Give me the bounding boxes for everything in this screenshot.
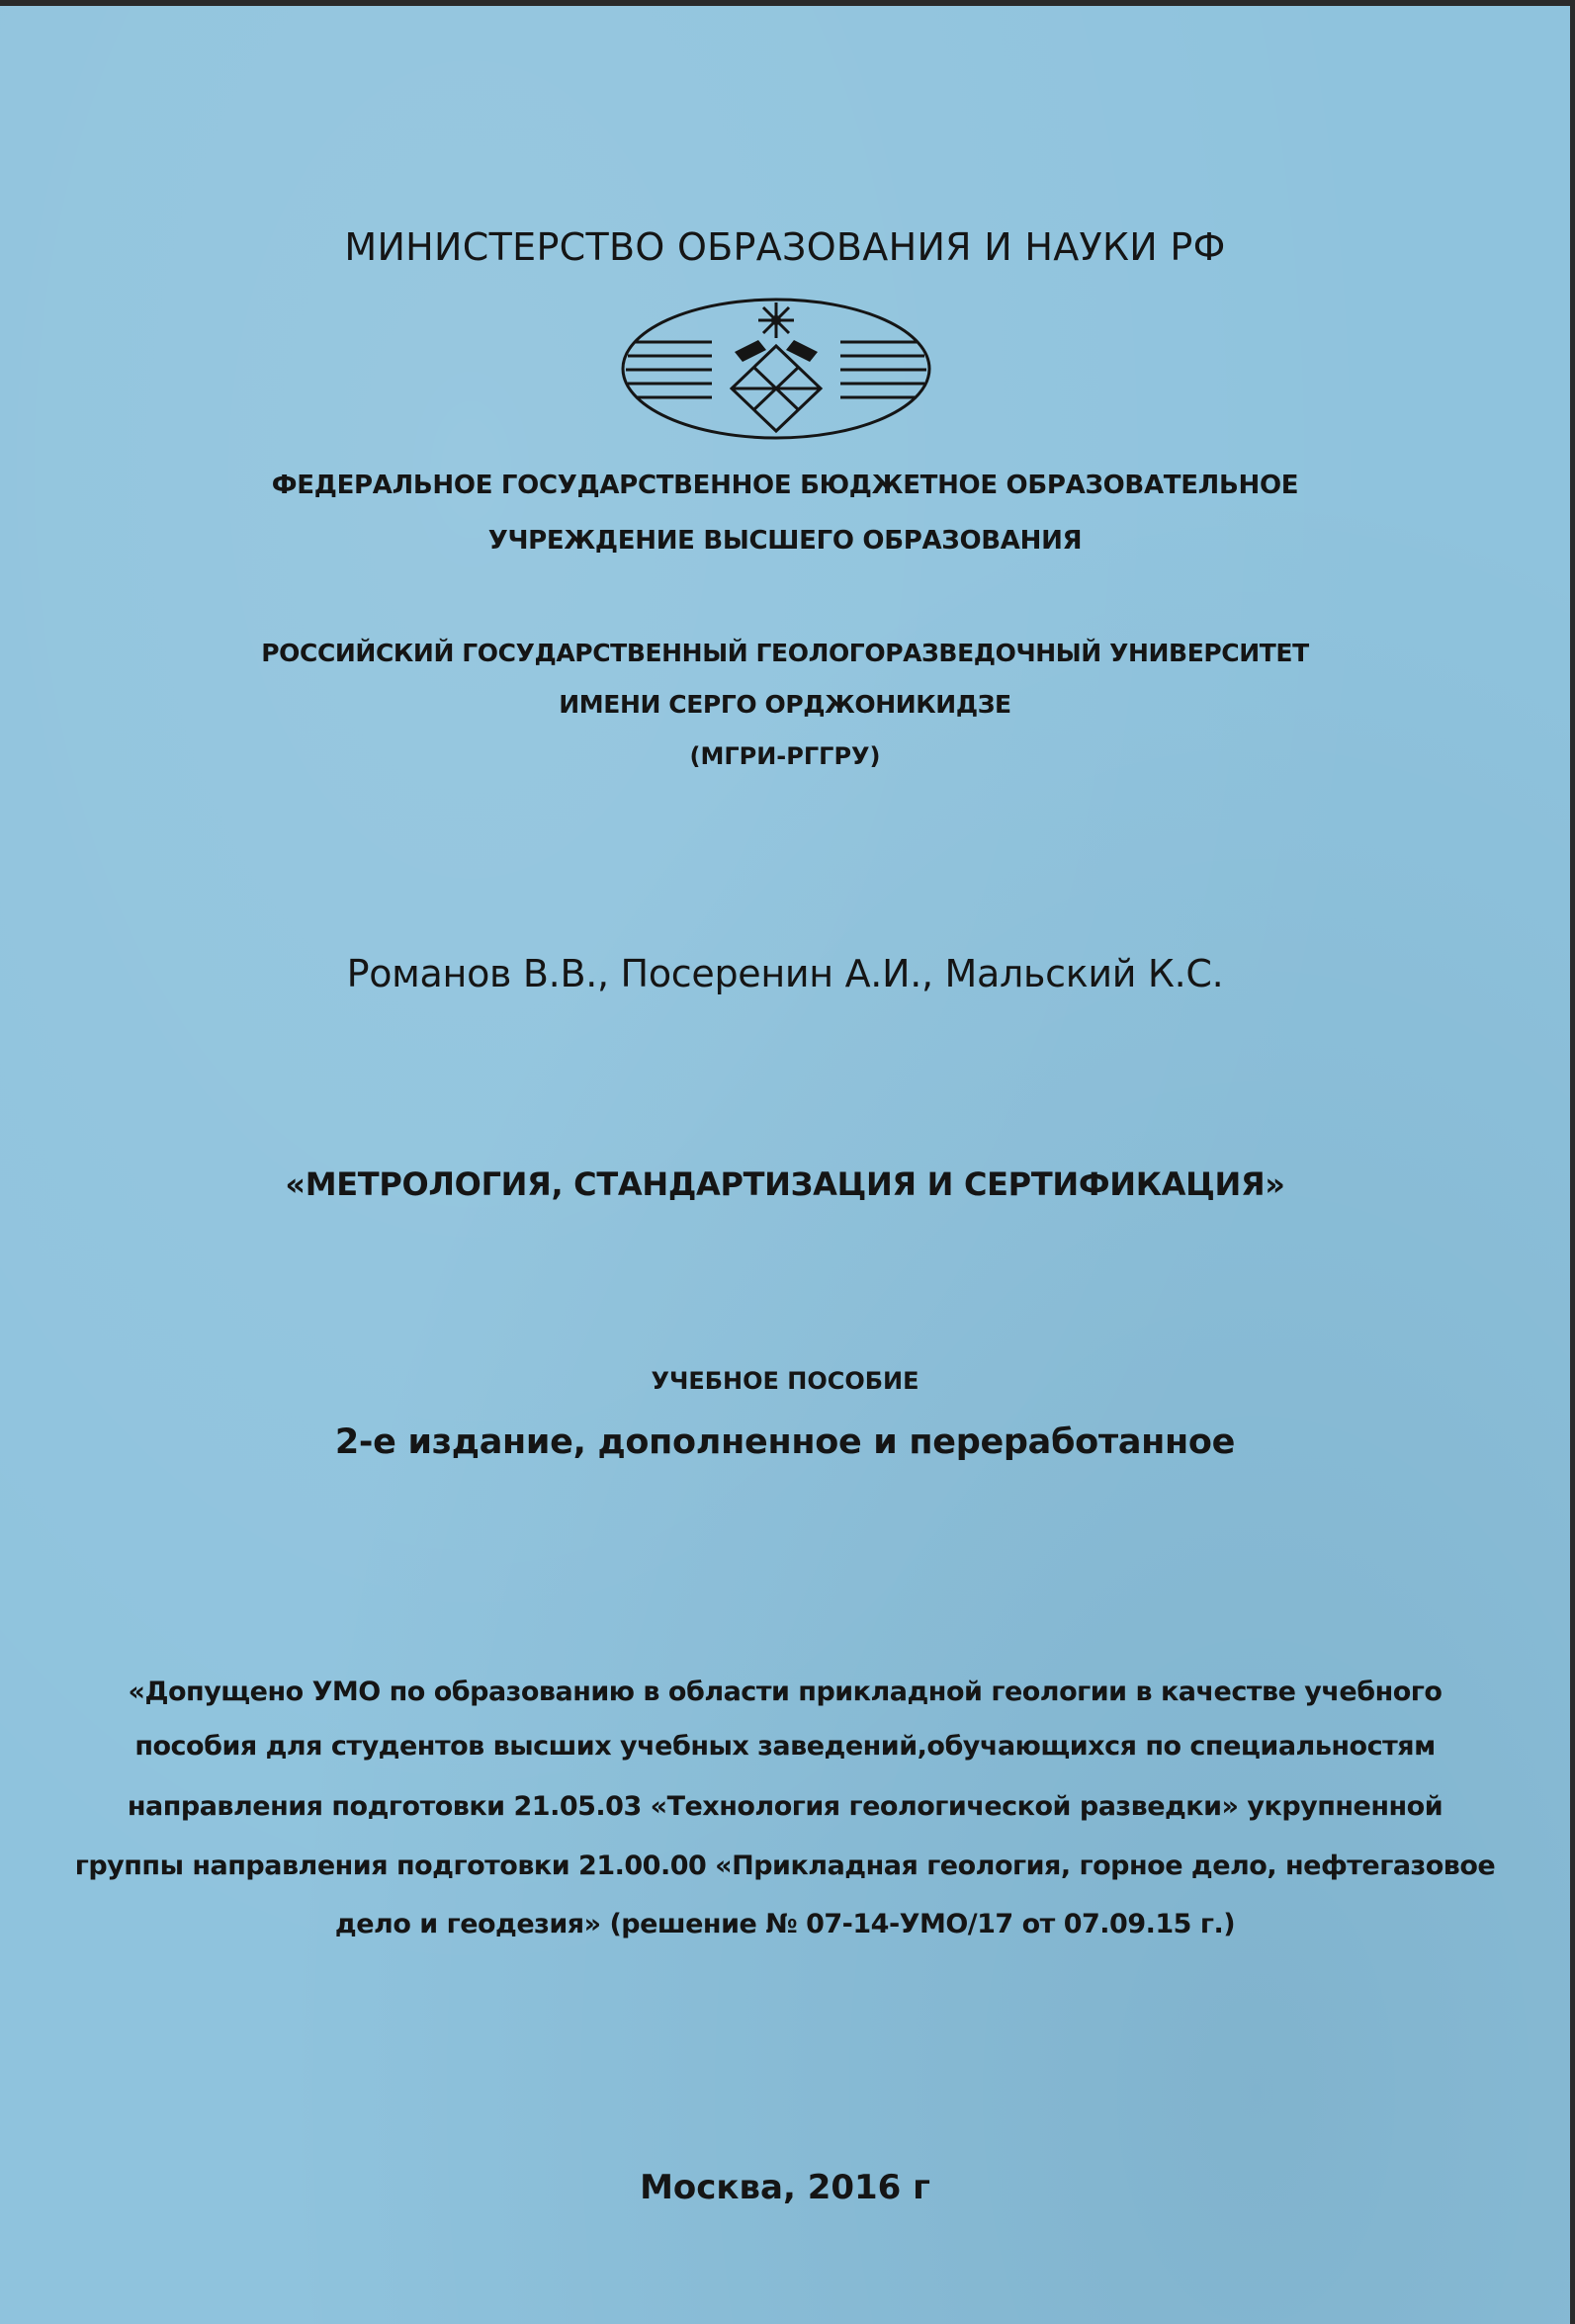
approval-line: направления подготовки 21.05.03 «Технология геологической разведки» укрупненной [127, 1791, 1444, 1822]
document-type: УЧЕБНОЕ ПОСОБИЕ [651, 1367, 919, 1395]
approval-line: дело и геодезия» (решение № 07-14-УМО/17 от 07.09.15 г.) [334, 1909, 1236, 1939]
authors: Романов В.В., Посеренин А.И., Мальский К.С. [346, 952, 1224, 995]
university-abbreviation: (МГРИ-РГГРУ) [689, 742, 881, 770]
edition-note: 2-е издание, дополненное и переработанное [334, 1422, 1236, 1462]
approval-line: пособия для студентов высших учебных заведений,обучающихся по специальностям [134, 1731, 1436, 1762]
approval-line: «Допущено УМО по образованию в области прикладной геологии в качестве учебного [128, 1677, 1443, 1707]
institution-line-2: УЧРЕЖДЕНИЕ ВЫСШЕГО ОБРАЗОВАНИЯ [487, 526, 1083, 556]
book-title: «МЕТРОЛОГИЯ, СТАНДАРТИЗАЦИЯ И СЕРТИФИКАЦИЯ» [285, 1165, 1285, 1203]
university-name-line-2: ИМЕНИ СЕРГО ОРДЖОНИКИДЗЕ [559, 690, 1011, 719]
publication-imprint: Москва, 2016 г [640, 2168, 930, 2207]
university-emblem-icon [618, 295, 934, 443]
ministry-heading: МИНИСТЕРСТВО ОБРАЗОВАНИЯ И НАУКИ РФ [344, 225, 1226, 269]
university-name-line-1: РОССИЙСКИЙ ГОСУДАРСТВЕННЫЙ ГЕОЛОГОРАЗВЕДОЧНЫЙ УНИВЕРСИТЕТ [261, 639, 1309, 667]
institution-line-1: ФЕДЕРАЛЬНОЕ ГОСУДАРСТВЕННОЕ БЮДЖЕТНОЕ ОБРАЗОВАТЕЛЬНОЕ [271, 471, 1299, 500]
approval-line: группы направления подготовки 21.00.00 «Прикладная геология, горное дело, нефтегазовое [74, 1851, 1496, 1881]
